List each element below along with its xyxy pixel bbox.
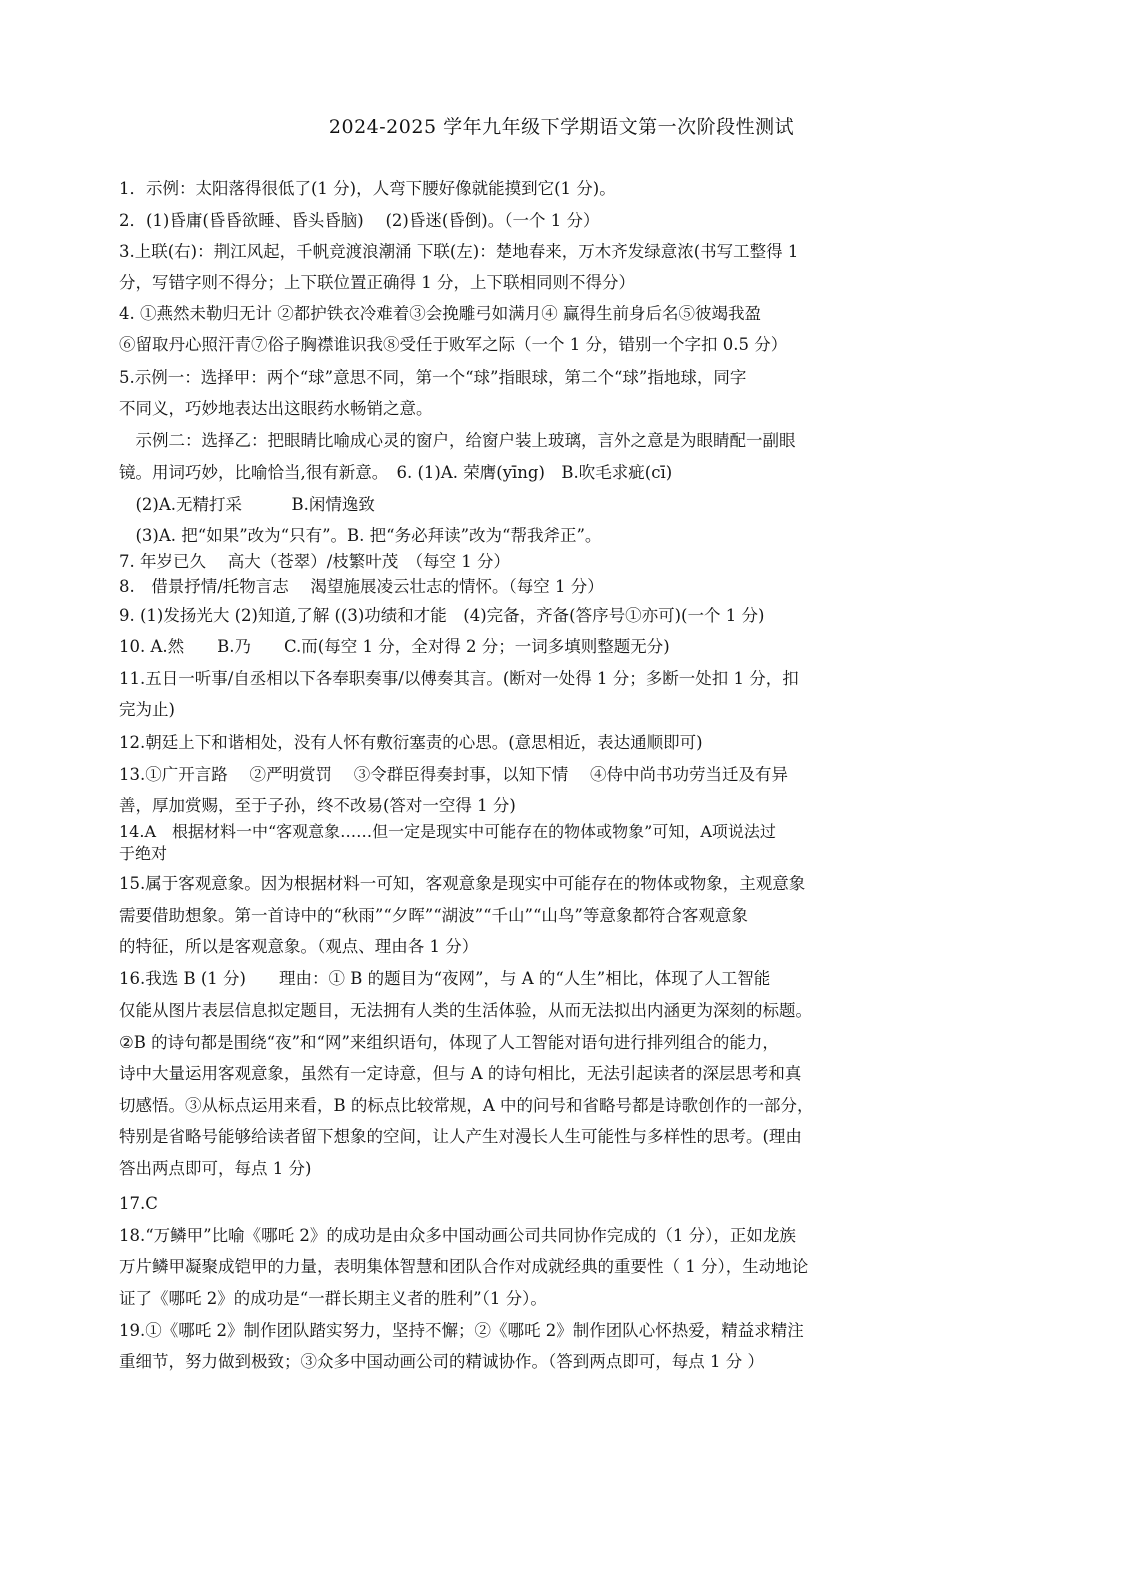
answer-line: 9. (1)发扬光大 (2)知道,了解 ((3)功绩和才能 (4)完备，齐备(答序号①亦可)(一个 1 分) — [119, 606, 765, 625]
answer-line: 镜。用词巧妙，比喻恰当,很有新意。 6. (1)A. 荣膺(yīng) B.吹毛求疵(cī) — [119, 463, 673, 482]
answer-line: 诗中大量运用客观意象，虽然有一定诗意，但与 A 的诗句相比，无法引起读者的深层思考和真 — [119, 1064, 802, 1083]
answer-line: (2)A.无精打采 B.闲情逸致 — [119, 495, 375, 514]
answer-line: 12.朝廷上下和谐相处，没有人怀有敷衍塞责的心思。(意思相近，表达通顺即可) — [119, 733, 703, 752]
answer-line: 切感悟。③从标点运用来看，B 的标点比较常规，A 中的问号和省略号都是诗歌创作的一部分， — [119, 1096, 814, 1115]
answer-line: 分，写错字则不得分；上下联位置正确得 1 分，上下联相同则不得分） — [119, 273, 635, 292]
answer-line: 7. 年岁已久 高大（苍翠）/枝繁叶茂 （每空 1 分） — [119, 552, 511, 571]
answer-line: 不同义，巧妙地表达出这眼药水畅销之意。 — [119, 399, 433, 418]
answer-line: 善，厚加赏赐，至于子孙，终不改易(答对一空得 1 分) — [119, 796, 516, 815]
answer-line: 2．(1)昏庸(昏昏欲睡、昏头昏脑) (2)昏迷(昏倒)。（一个 1 分） — [119, 211, 600, 230]
page-title: 2024-2025 学年九年级下学期语文第一次阶段性测试 — [328, 116, 795, 138]
answer-line: 特别是省略号能够给读者留下想象的空间，让人产生对漫长人生可能性与多样性的思考。(理由 — [119, 1127, 802, 1146]
answer-line: 11.五日一听事/自丞相以下各奉职奏事/以傅奏其言。(断对一处得 1 分；多断一处扣 1 分，扣 — [119, 669, 799, 688]
answer-line: (3)A. 把“如果”改为“只有”。B. 把“务必拜读”改为“帮我斧正”。 — [119, 526, 602, 545]
answer-line: 的特征，所以是客观意象。（观点、理由各 1 分） — [119, 937, 479, 956]
answer-line: 证了《哪吒 2》的成功是“一群长期主义者的胜利”（1 分）。 — [119, 1289, 547, 1308]
answer-line: 答出两点即可，每点 1 分) — [119, 1159, 312, 1178]
answer-line: 重细节，努力做到极致；③众多中国动画公司的精诚协作。（答到两点即可，每点 1 分 ） — [119, 1352, 764, 1371]
answer-line: 19.①《哪吒 2》制作团队踏实努力，坚持不懈；②《哪吒 2》制作团队心怀热爱，精益求精注 — [119, 1321, 804, 1340]
answer-line: 需要借助想象。第一首诗中的“秋雨”“夕晖”“湖波”“千山”“山鸟”等意象都符合客观意象 — [119, 906, 748, 925]
answer-line: 16.我选 B (1 分) 理由：① B 的题目为“夜网”，与 A 的“人生”相比，体现了人工智能 — [119, 969, 771, 988]
answer-line: ⑥留取丹心照汗青⑦俗子胸襟谁识我⑧受任于败军之际（一个 1 分，错别一个字扣 0.5 分） — [119, 335, 788, 354]
answer-line: 3.上联(右)：荆江风起，千帆竞渡浪潮涌 下联(左)：楚地春来，万木齐发绿意浓(书写工整得 1 — [119, 242, 799, 261]
answer-line: 18.“万鳞甲”比喻《哪吒 2》的成功是由众多中国动画公司共同协作完成的（1 分），正如龙族 — [119, 1226, 796, 1245]
answer-line: 14.A 根据材料一中“客观意象……但一定是现实中可能存在的物体或物象”可知，A项说法过 — [119, 822, 776, 841]
answer-line: 10. A.然 B.乃 C.而(每空 1 分，全对得 2 分；一词多填则整题无分) — [119, 637, 670, 656]
answer-line: 仅能从图片表层信息拟定题目，无法拥有人类的生活体验，从而无法拟出内涵更为深刻的标题。 — [119, 1001, 812, 1020]
answer-line: ②B 的诗句都是围绕“夜”和“网”来组织语句，体现了人工智能对语句进行排列组合的能力， — [119, 1033, 779, 1052]
answer-line: 完为止) — [119, 700, 175, 719]
answer-line: 5.示例一：选择甲：两个“球”意思不同，第一个“球”指眼球，第二个“球”指地球，同字 — [119, 368, 747, 387]
answer-line: 1．示例：太阳落得很低了(1 分)，人弯下腰好像就能摸到它(1 分)。 — [119, 179, 616, 198]
answer-line: 万片鳞甲凝聚成铠甲的力量，表明集体智慧和团队合作对成就经典的重要性（ 1 分），生动地论 — [119, 1257, 809, 1276]
answer-line: 13.①广开言路 ②严明赏罚 ③令群臣得奏封事，以知下情 ④侍中尚书功劳当迁及有异 — [119, 765, 788, 784]
answer-line: 17.C — [119, 1194, 158, 1213]
answer-line: 示例二：选择乙：把眼睛比喻成心灵的窗户，给窗户装上玻璃，言外之意是为眼睛配一副眼 — [119, 431, 796, 450]
answer-line: 15.属于客观意象。因为根据材料一可知，客观意象是现实中可能存在的物体或物象，主观意象 — [119, 874, 806, 893]
answer-line: 于绝对 — [119, 844, 168, 863]
answer-line: 4. ①燕然未勒归无计 ②都护铁衣冷难着③会挽雕弓如满月④ 赢得生前身后名⑤彼竭我盈 — [119, 304, 761, 323]
answer-line: 8. 借景抒情/托物言志 渴望施展凌云壮志的情怀。（每空 1 分） — [119, 577, 604, 596]
